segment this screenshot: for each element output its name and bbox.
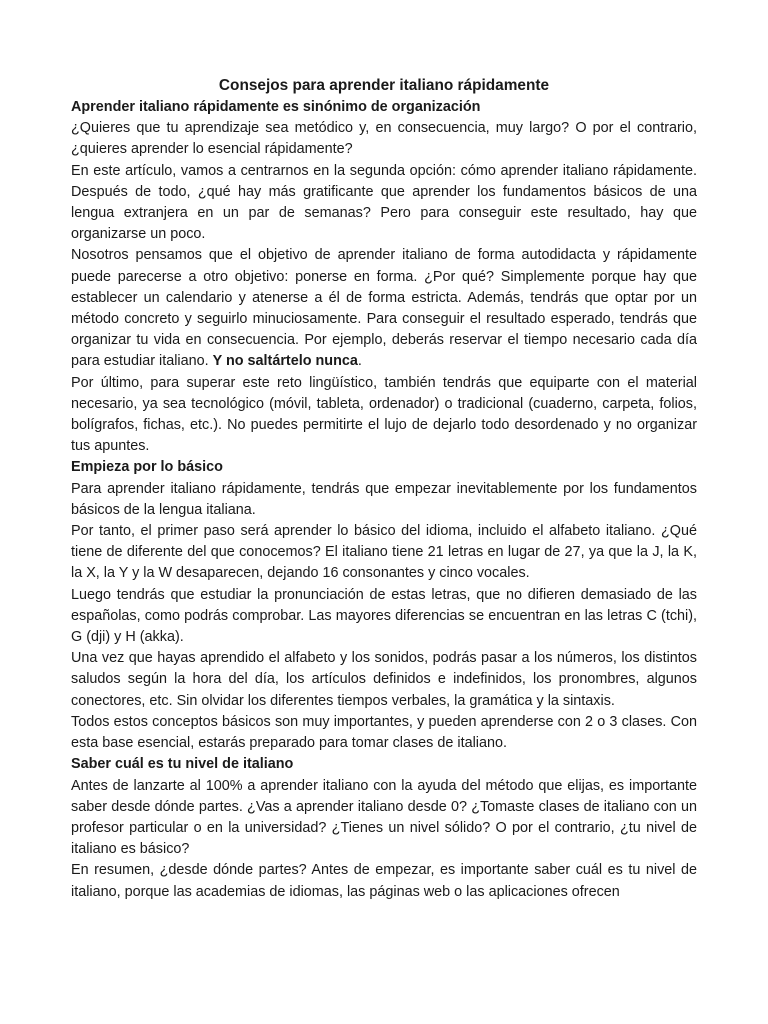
section-heading-basics: Empieza por lo básico [71,459,223,476]
paragraph-11: En resumen, ¿desde dónde partes? Antes de empezar, es importante saber cuál es tu nivel de italiano, porque las academias de idiomas, las páginas web o las aplicaciones ofrecen [71,862,697,900]
paragraph-2: En este artículo, vamos a centrarnos en la segunda opción: cómo aprender italiano rápidamente. Después de todo, ¿qué hay más gratificante que aprender los fundamentos básicos de una lengua extranjera en un par de semanas? Pero para conseguir este resultado, hay que organizarse un poco. [71,162,697,243]
paragraph-10: Antes de lanzarte al 100% a aprender italiano con la ayuda del método que elijas, es importante saber desde dónde partes. ¿Vas a aprender italiano desde 0? ¿Tomaste clases de italiano con un profesor particular o en la universidad? ¿Tienes un nivel sólido? O por el contrario, ¿tu nivel de italiano es básico? [71,777,697,858]
paragraph-8: Una vez que hayas aprendido el alfabeto y los sonidos, podrás pasar a los números, los distintos saludos según la hora del día, los artículos definidos e indefinidos, los pronombres, algunos conectores, etc. Sin olvidar los diferentes tiempos verbales, la gramática y la sintaxis. [71,650,697,709]
paragraph-4: Por último, para superar este reto lingüístico, también tendrás que equiparte con el material necesario, ya sea tecnológico (móvil, tableta, ordenador) o tradicional (cuaderno, carpeta, folios, bolígrafos, fichas, etc.). No puedes permitirte el lujo de dejarlo todo desordenado y no organizar tus apuntes. [71,374,697,455]
document-title: Consejos para aprender italiano rápidamente [218,77,550,94]
paragraph-3 [71,245,697,372]
paragraph-5: Para aprender italiano rápidamente, tendrás que empezar inevitablemente por los fundamentos básicos de la lengua italiana. [71,480,697,518]
paragraph-1: ¿Quieres que tu aprendizaje sea metódico y, en consecuencia, muy largo? O por el contrario, ¿quieres aprender lo esencial rápidamente? [71,120,697,158]
section-heading-level: Saber cuál es tu nivel de italiano [71,756,294,773]
paragraph-9: Todos estos conceptos básicos son muy importantes, y pueden aprenderse con 2 o 3 clases. Con esta base esencial, estarás preparado para tomar clases de italiano. [71,713,697,752]
paragraph-6: Por tanto, el primer paso será aprender lo básico del idioma, incluido el alfabeto italiano. ¿Qué tiene de diferente del que conocemos? El italiano tiene 21 letras en lugar de 27, ya que la J, la K, la X, la Y y la W desaparecen, dejando 16 consonantes y cinco vocales. [71,523,697,582]
paragraph-3-text: Nosotros pensamos que el objetivo de aprender italiano de forma autodidacta y rápidamente puede parecerse a otro objetivo: ponerse en forma. ¿Por qué? Simplemente porque hay que establecer un calendario y atenerse a él de forma estricta. Además, tendrás que optar por un método concreto y seguirlo minuciosamente. Para conseguir el resultado esperado, tendrás que organizar tu vida en consecuencia. Por ejemplo, deberás reservar el tiempo necesario cada día para estudiar italiano. [71,247,697,370]
paragraph-3-bold: Y no saltártelo nunca [212,353,358,370]
paragraph-7: Luego tendrás que estudiar la pronunciación de estas letras, que no difieren demasiado de las españolas, como podrás comprobar. Las mayores diferencias se encuentran en las letras C (tchi), G (dji) y H (akka). [71,586,697,646]
paragraph-3-end: . [357,353,362,370]
document-page [71,75,697,903]
section-heading-organization: Aprender italiano rápidamente es sinónimo de organización [71,99,481,115]
